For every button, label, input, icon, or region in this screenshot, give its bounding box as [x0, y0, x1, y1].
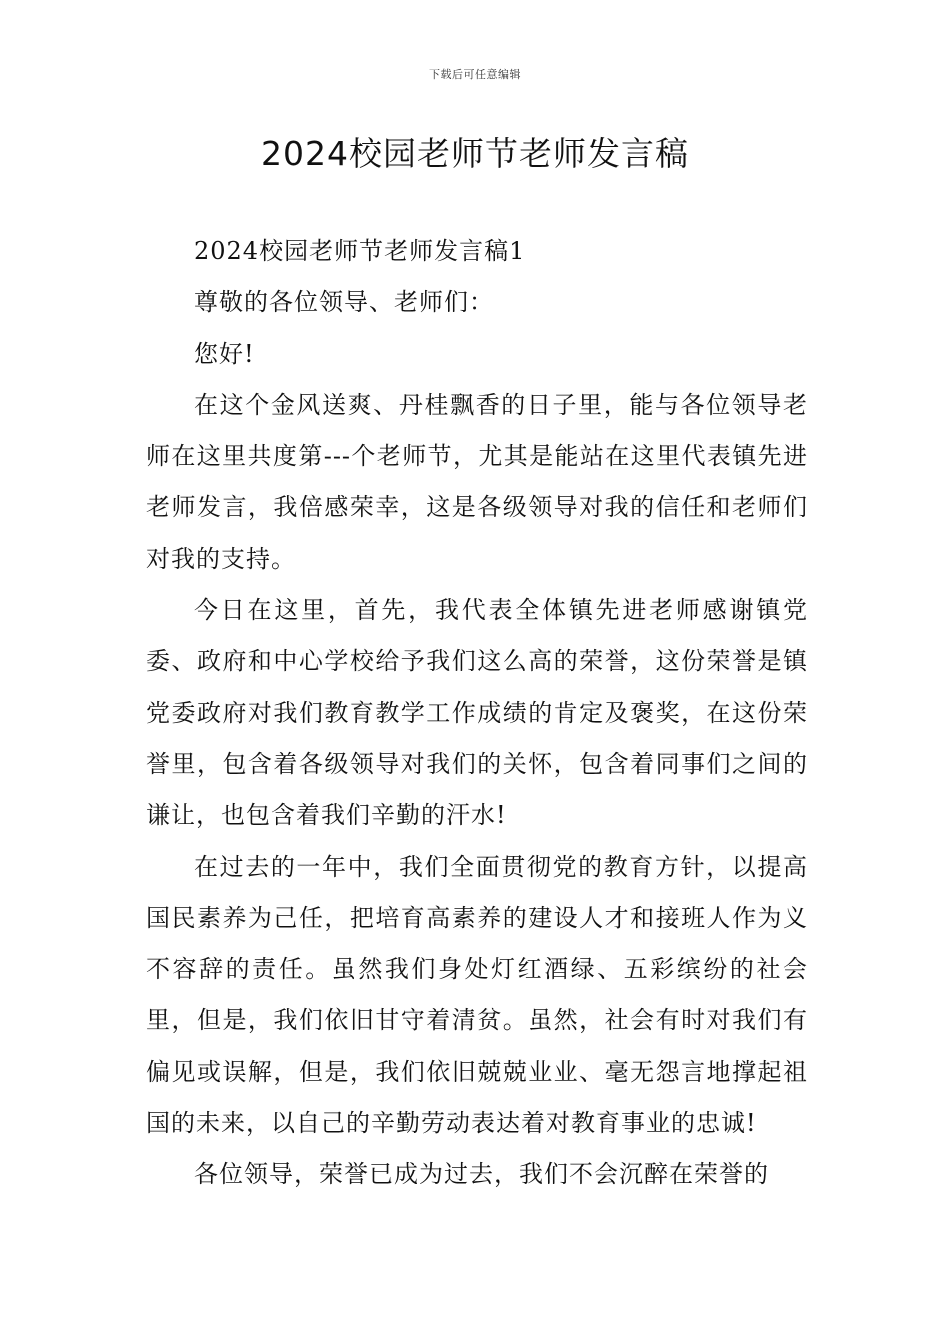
paragraph: 在过去的一年中，我们全面贯彻党的教育方针，以提高国民素养为己任，把培育高素养的建设人才和接班人作为义不容辞的责任。虽然我们身处灯红酒绿、五彩缤纷的社会里，但是，我们依旧甘守着清贫。虽然，社会有时对我们有偏见或误解，但是，我们依旧兢兢业业、毫无怨言地撑起祖国的未来，以自己的辛勤劳动表达着对教育事业的忠诚! — [146, 852, 808, 1138]
header-note: 下载后可任意编辑 — [429, 68, 521, 81]
paragraph-subtitle: 2024校园老师节老师发言稿1 — [194, 237, 526, 265]
document-title: 2024校园老师节老师发言稿 — [261, 134, 689, 173]
document-body — [146, 226, 808, 1201]
paragraph: 今日在这里，首先，我代表全体镇先进老师感谢镇党委、政府和中心学校给予我们这么高的荣誉，这份荣誉是镇党委政府对我们教育教学工作成绩的肯定及褒奖，在这份荣誉里，包含着各级领导对我们的关怀，包含着同事们之间的谦让，也包含着我们辛勤的汗水! — [146, 596, 808, 830]
paragraph: 各位领导，荣誉已成为过去，我们不会沉醉在荣誉的 — [194, 1160, 769, 1189]
paragraph-greeting: 您好! — [194, 339, 255, 368]
paragraph-salutation: 尊敬的各位领导、老师们： — [194, 288, 494, 317]
paragraph: 在这个金风送爽、丹桂飘香的日子里，能与各位领导老师在这里共度第---个老师节，尤其是能站在这里代表镇先进老师发言，我倍感荣幸，这是各级领导对我的信任和老师们对我的支持。 — [146, 390, 808, 573]
